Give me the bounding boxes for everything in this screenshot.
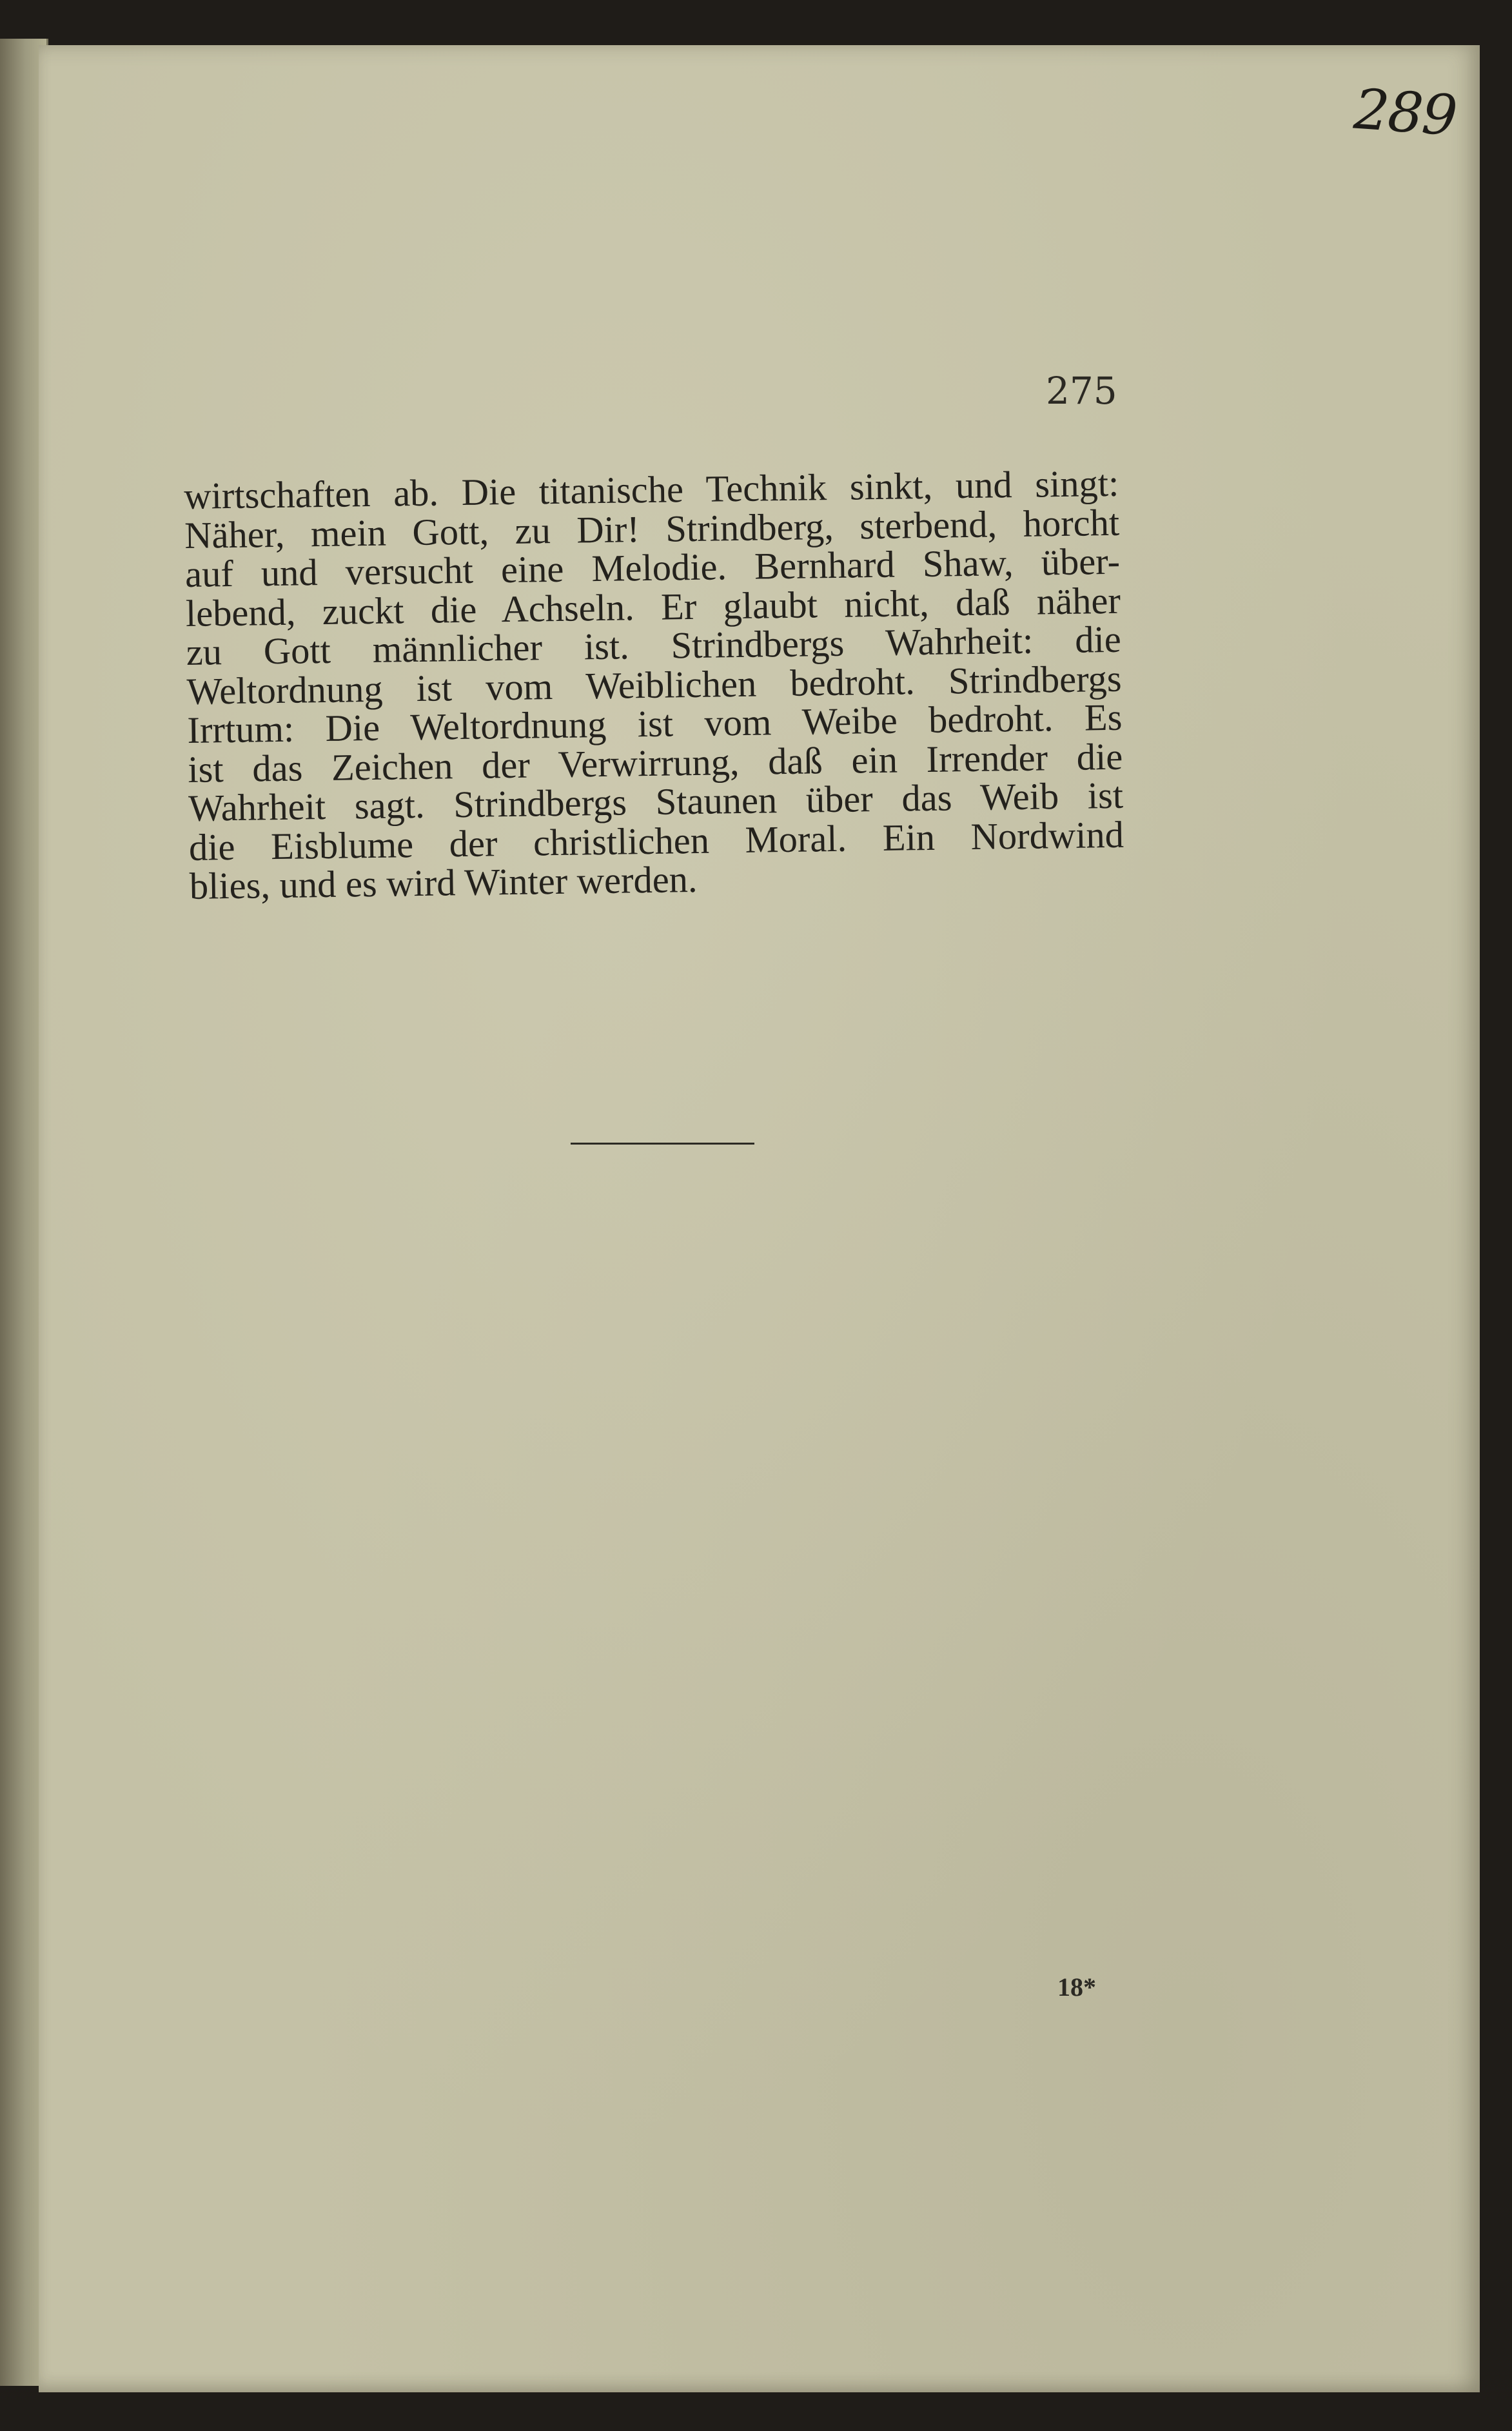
page-number: 275 <box>1046 369 1117 413</box>
body-line-8: ist das Zeichen der Verwirrung, daß ein Irrender die <box>187 735 1123 791</box>
body-line-11: blies, und es wird Winter werden. <box>189 858 698 907</box>
body-line-7: Irrtum: Die Weltordnung ist vom Weibe bedroht. Es <box>187 696 1123 751</box>
handwritten-archive-number: 289 <box>1351 77 1458 149</box>
body-line-3: auf und versucht eine Melodie. Bernhard Shaw, über- <box>184 540 1121 595</box>
body-line-5: zu Gott männlicher ist. Strindbergs Wahrheit: die <box>186 618 1122 673</box>
section-end-rule <box>571 1143 754 1145</box>
page-leaf <box>39 45 1480 2392</box>
body-line-2: Näher, mein Gott, zu Dir! Strindberg, sterbend, horcht <box>184 501 1120 556</box>
body-paragraph <box>184 464 1124 907</box>
body-line-10: die Eisblume der christlichen Moral. Ein Nordwind <box>188 813 1124 869</box>
body-line-1: wirtschaften ab. Die titanische Technik sinkt, und singt: <box>183 462 1119 517</box>
body-line-4: lebend, zuckt die Achseln. Er glaubt nicht, daß näher <box>185 579 1121 635</box>
body-line-6: Weltordnung ist vom Weiblichen bedroht. Strindbergs <box>186 657 1122 713</box>
printer-signature-mark: 18* <box>1057 1973 1096 2002</box>
body-line-9: Wahrheit sagt. Strindbergs Staunen über das Weib ist <box>188 774 1124 829</box>
